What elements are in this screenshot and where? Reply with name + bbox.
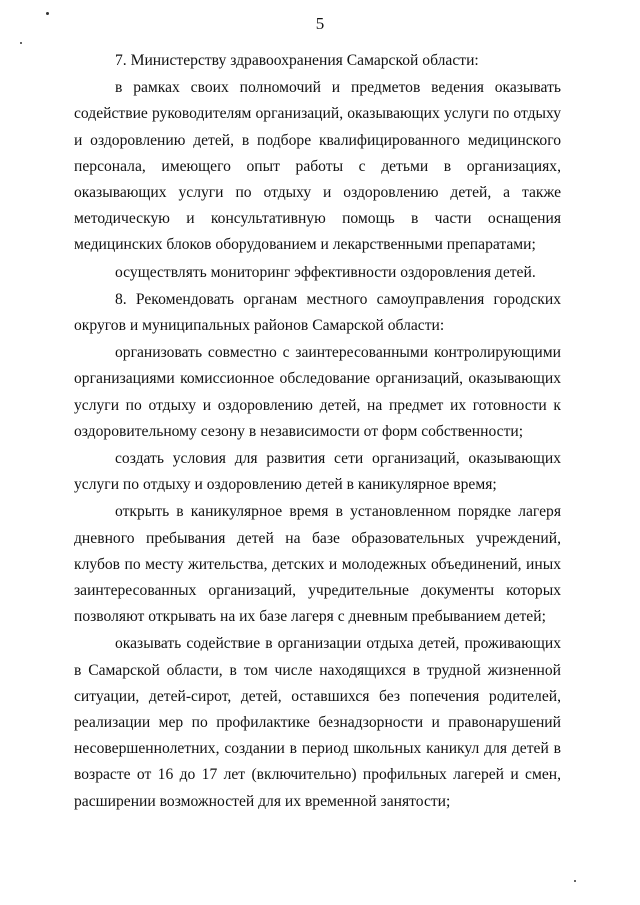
paragraph-item-7-heading: 7. Министерству здравоохранения Самарской области: bbox=[115, 52, 479, 69]
paragraph-day-camps: открыть в каникулярное время в установленном порядке лагеря дневного пребывания детей на базе образовательных учреждений, клубов по месту жительства, детских и молодежных объединений, иных заинтересованных организаций, учредительные документы которых позволяют открывать на их базе лагеря с дневным пребыванием детей; bbox=[74, 503, 561, 626]
scan-speck bbox=[20, 42, 22, 44]
paragraph-monitoring: осуществлять мониторинг эффективности оздоровления детей. bbox=[115, 263, 536, 281]
paragraph-item-8-heading: 8. Рекомендовать органам местного самоуправления городских округов и муниципальных районов Самарской области: bbox=[74, 290, 561, 335]
page-number: 5 bbox=[315, 14, 325, 33]
scan-speck bbox=[574, 880, 576, 882]
paragraph-organization-of-recreation: оказывать содействие в организации отдыха детей, проживающих в Самарской области, в том числе находящихся в трудной жизненной ситуации, детей-сирот, детей, оставшихся без попечения родителей, реализации мер по профилактике безнадзорности и правонарушений несовершеннолетних, создании в период школьных каникул для детей в возрасте от 16 до 17 лет (включительно) профильных лагерей и смен, расширении возможностей для их временной занятости; bbox=[74, 635, 561, 810]
document-body bbox=[74, 48, 561, 815]
paragraph-inspection: организовать совместно с заинтересованными контролирующими организациями комиссионное обследование организаций, оказывающих услуги по отдыху и оздоровлению детей, на предмет их готовности к оздоровительному сезону в независимости от форм собственности; bbox=[74, 344, 561, 440]
paragraph-assistance-medical-staff: в рамках своих полномочий и предметов ведения оказывать содействие руководителям организаций, оказывающих услуги по отдыху и оздоровлению детей, в подборе квалифицированного медицинского персонала, имеющего опыт работы с детьми в организациях, оказывающих услуги по отдыху и оздоровлению детей, а также методическую и консультативную помощь в части оснащения медицинских блоков оборудованием и лекарственными препаратами; bbox=[74, 79, 561, 254]
paragraph-network-development: создать условия для развития сети организаций, оказывающих услуги по отдыху и оздоровлению детей в каникулярное время; bbox=[74, 450, 561, 494]
